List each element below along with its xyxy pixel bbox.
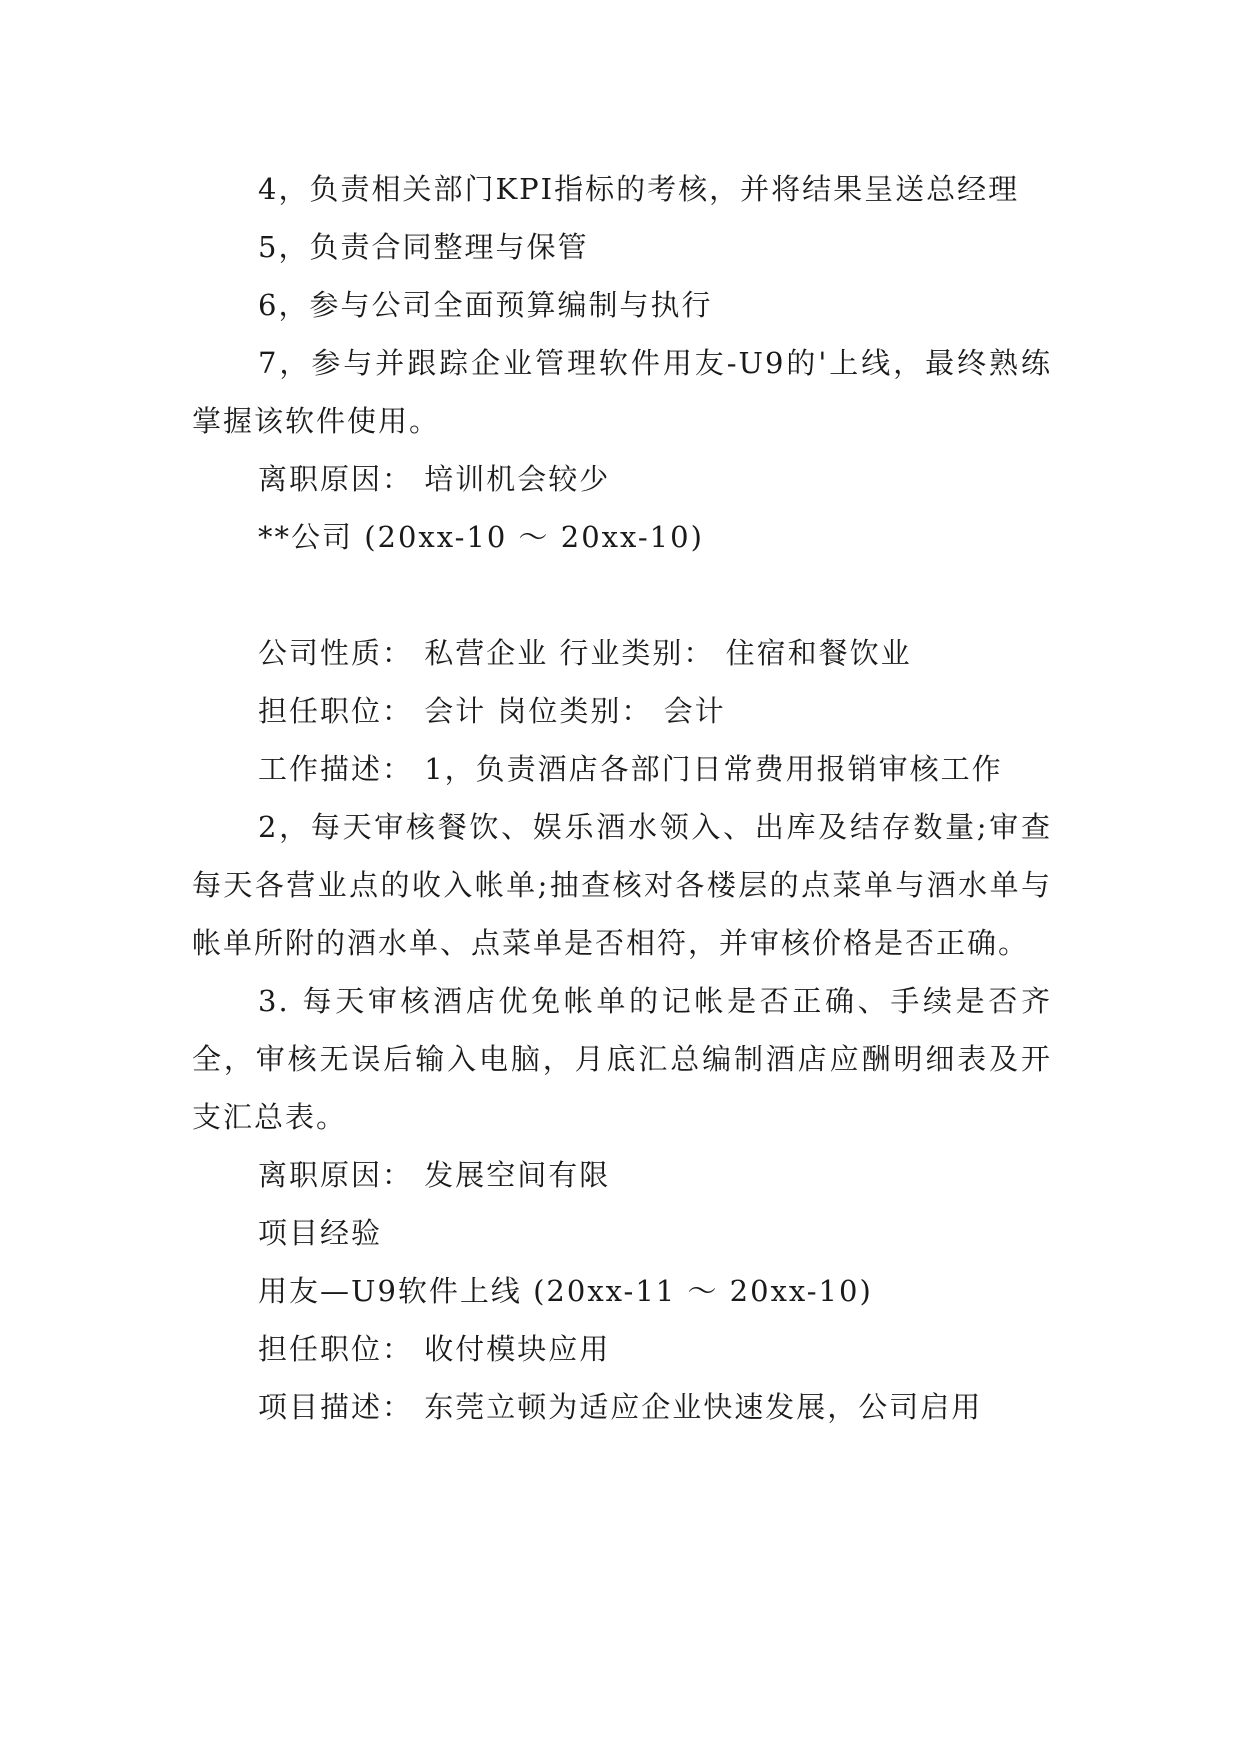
paragraph-project-description: 项目描述： 东莞立顿为适应企业快速发展，公司启用: [258, 1390, 983, 1424]
paragraph-u9-duty: 7，参与并跟踪企业管理软件用友-U9的'上线，最终熟练掌握该软件使用。: [192, 346, 1052, 438]
section-heading-projects: 项目经验: [258, 1216, 383, 1250]
paragraph-company-heading: **公司 (20xx-10 ～ 20xx-10): [258, 520, 704, 554]
blank-line: [192, 566, 1052, 624]
document-body: [192, 160, 1052, 1436]
paragraph-kpi-duty: 4，负责相关部门KPI指标的考核，并将结果呈送总经理: [258, 172, 1020, 206]
paragraph-position: 担任职位： 会计 岗位类别： 会计: [258, 694, 726, 728]
paragraph-job-description: 工作描述： 1，负责酒店各部门日常费用报销审核工作: [258, 752, 1003, 786]
paragraph-leave-reason-1: 离职原因： 培训机会较少: [258, 462, 611, 496]
paragraph-budget-duty: 6，参与公司全面预算编制与执行: [258, 288, 713, 322]
paragraph-company-nature: 公司性质： 私营企业 行业类别： 住宿和餐饮业: [258, 636, 912, 670]
paragraph-project-title: 用友—U9软件上线 (20xx-11 ～ 20xx-10): [258, 1274, 873, 1308]
paragraph-audit-duty-2: 2，每天审核餐饮、娱乐酒水领入、出库及结存数量;审查每天各营业点的收入帐单;抽查核对各楼层的点菜单与酒水单与帐单所附的酒水单、点菜单是否相符，并审核价格是否正确。: [192, 810, 1052, 960]
paragraph-project-role: 担任职位： 收付模块应用: [258, 1332, 611, 1366]
paragraph-leave-reason-2: 离职原因： 发展空间有限: [258, 1158, 611, 1192]
paragraph-audit-duty-3: 3. 每天审核酒店优免帐单的记帐是否正确、手续是否齐全，审核无误后输入电脑，月底汇总编制酒店应酬明细表及开支汇总表。: [192, 984, 1052, 1134]
paragraph-contract-duty: 5，负责合同整理与保管: [258, 230, 589, 264]
